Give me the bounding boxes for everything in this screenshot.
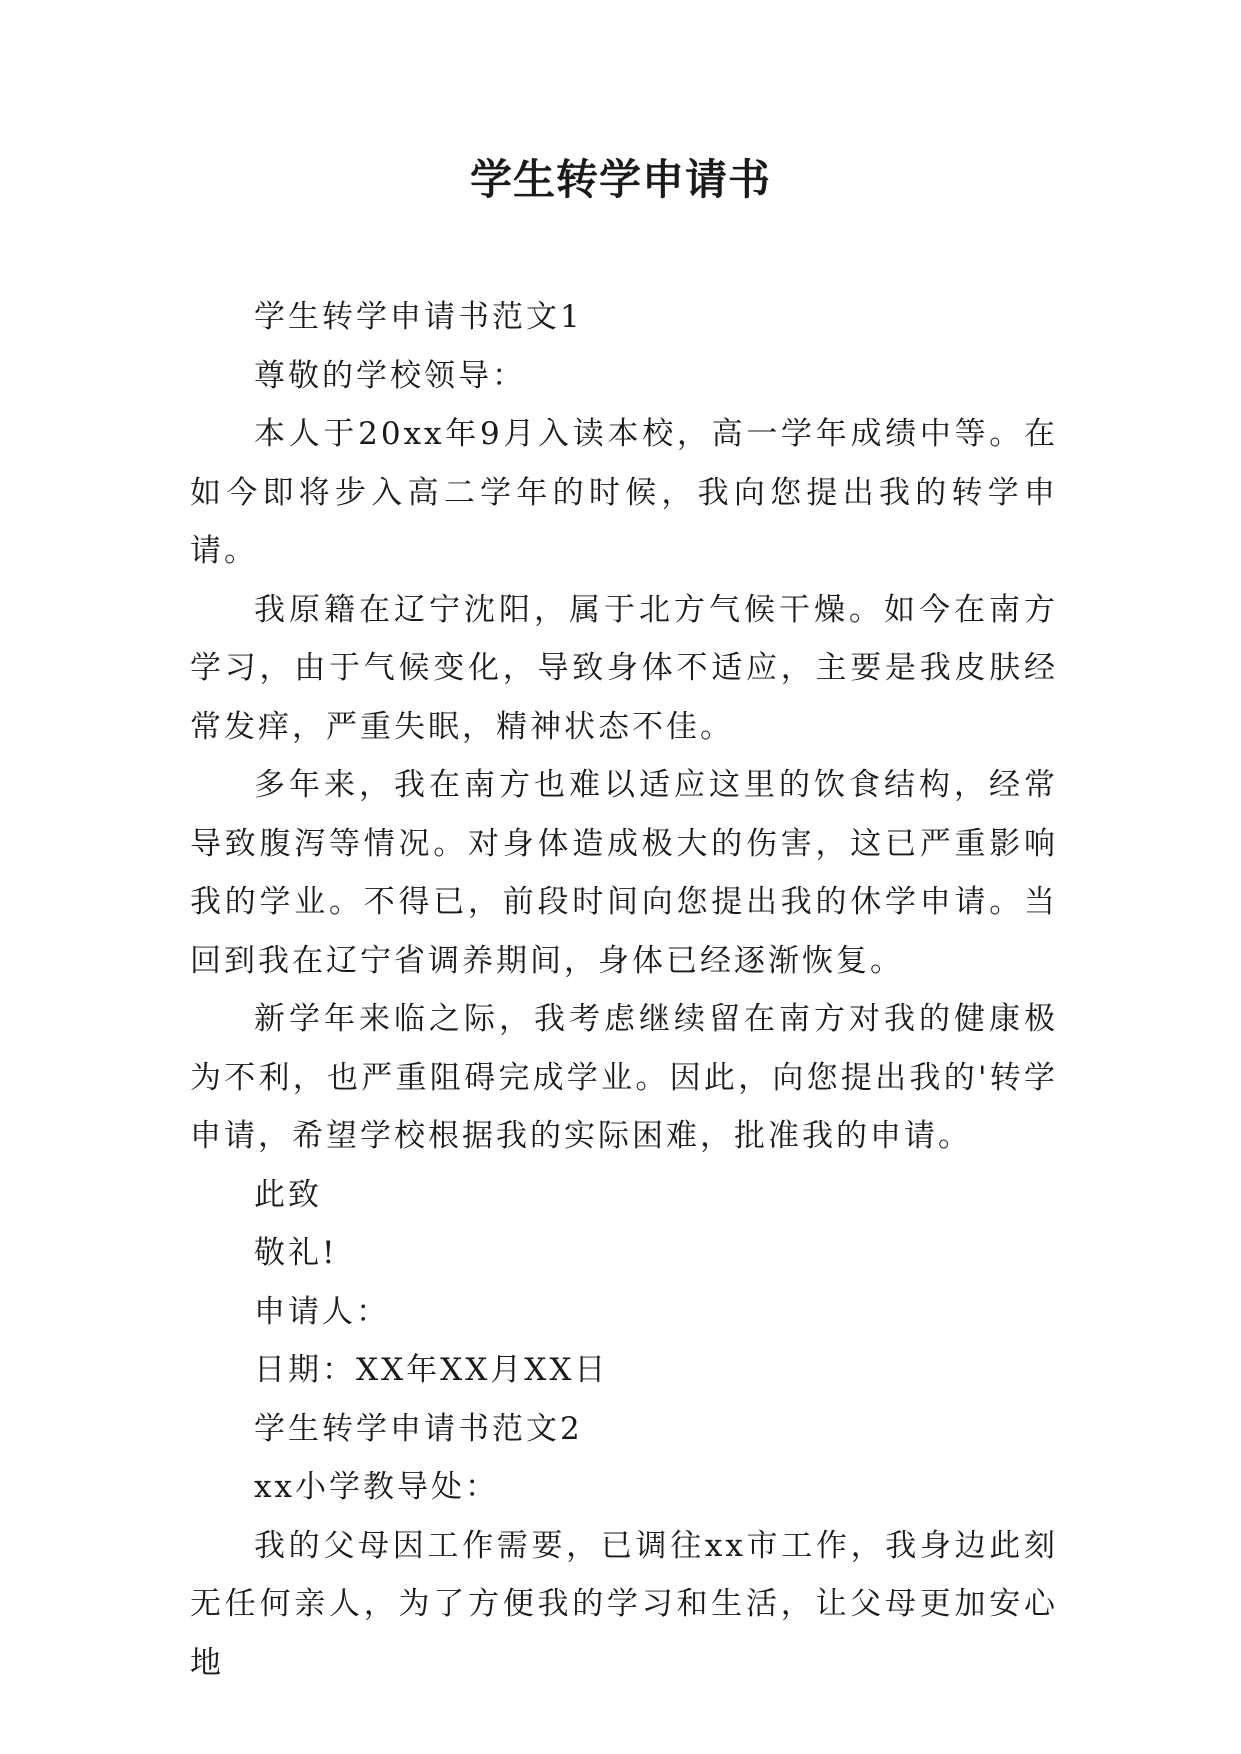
paragraph: 新学年来临之际，我考虑继续留在南方对我的健康极为不利，也严重阻碍完成学业。因此，向您提出我的'转学申请，希望学校根据我的实际困难，批准我的申请。 [190,1001,1058,1154]
section-heading-1: 学生转学申请书范文1 [254,299,583,335]
paragraph: 我的父母因工作需要，已调往xx市工作，我身边此刻无任何亲人，为了方便我的学习和生活，让父母更加安心地 [190,1527,1058,1681]
document-body [190,288,1058,1692]
salutation: 尊敬的学校领导： [254,357,526,394]
closing-regards: 敬礼! [254,1235,338,1271]
applicant-line: 申请人： [254,1293,390,1330]
section-heading-2: 学生转学申请书范文2 [254,1410,583,1447]
paragraph: 本人于20xx年9月入读本校，高一学年成绩中等。在如今即将步入高二学年的时候，我向您提出我的转学申请。 [190,416,1058,569]
closing-line: 此致 [254,1176,322,1213]
document-title: 学生转学申请书 [469,155,771,204]
paragraph: 我原籍在辽宁沈阳，属于北方气候干燥。如今在南方学习，由于气候变化，导致身体不适应，主要是我皮肤经常发痒，严重失眠，精神状态不佳。 [190,591,1058,745]
date-line: 日期：XX年XX月XX日 [254,1352,609,1388]
salutation: xx小学教导处： [254,1469,499,1505]
paragraph: 多年来，我在南方也难以适应这里的饮食结构，经常导致腹泻等情况。对身体造成极大的伤害，这已严重影响我的学业。不得已，前段时间向您提出我的休学申请。当回到我在辽宁省调养期间，身体已经逐渐恢复。 [190,767,1058,979]
